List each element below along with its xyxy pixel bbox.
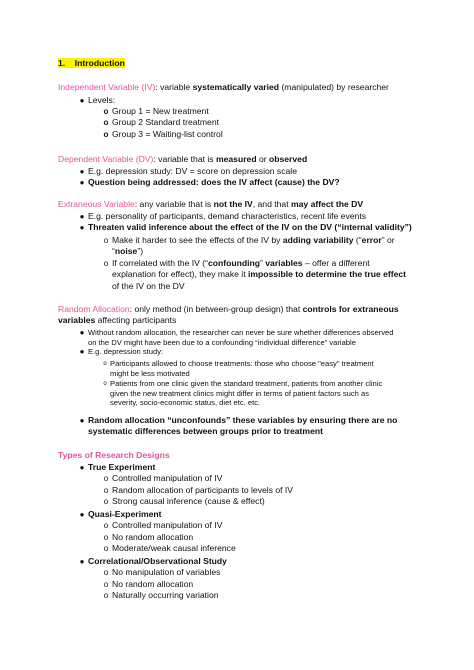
types-heading: Types of Research Designs — [58, 450, 170, 460]
list-item: o Group 3 = Waiting-list control — [103, 128, 223, 139]
list-item: o Participants allowed to choose treatments: those who choose "easy" treatment — [103, 359, 374, 368]
ra-definition: Random Allocation: only method (in between-group design) that controls for extraneous variables affecting participants — [58, 304, 399, 326]
design-true-experiment — [76, 462, 418, 508]
list-item: ● Quasi-Experiment — [79, 509, 162, 519]
list-item: o No manipulation of variables — [103, 567, 221, 578]
section-heading-introduction — [58, 58, 474, 69]
ra-bullet-3: ● Random allocation “unconfounds” these variables by ensuring there are no systematic differences between groups prior to treatment — [76, 415, 418, 438]
list-item: o Patients from one clinic given the standard treatment, patients from another clinic — [103, 378, 383, 388]
list-item: o Group 2 Standard treatment — [103, 117, 220, 128]
list-item: o Controlled manipulation of IV — [103, 473, 223, 484]
list-item: ● Random allocation “unconfounds” these variables by ensuring there are no — [79, 415, 398, 425]
list-item: o Group 1 = New treatment — [103, 106, 209, 116]
list-item: ● E.g. depression study: DV = score on depression scale — [79, 166, 297, 176]
heading-title: Introduction — [74, 58, 125, 68]
list-item: o If correlated with the IV (“confounding” variables – offer a different — [103, 257, 370, 268]
list-item: ● Threaten valid inference about the effect of the IV on the DV (“internal validity”) — [79, 222, 412, 233]
list-item: o Naturally occurring variation — [103, 590, 219, 601]
design-quasi-experiment — [76, 509, 418, 555]
ev-label: Extraneous Variable — [58, 199, 135, 209]
iv-definition: Independent Variable (IV): variable systematically varied (manipulated) by researcher — [58, 82, 389, 92]
ev-definition: Extraneous Variable: any variable that is not the IV, and that may affect the DV — [58, 199, 364, 209]
list-item: o Random allocation of participants to levels of IV — [103, 484, 294, 495]
list-item: o No random allocation — [103, 531, 194, 542]
dv-label: Dependent Variable (DV) — [58, 154, 154, 164]
iv-label: Independent Variable (IV) — [58, 82, 156, 92]
list-item: ● True Experiment — [79, 462, 156, 472]
ra-subbullets: o Participants allowed to choose treatments: those who choose "easy" treatment might be less motivated o Patients from one clinic given the standard treatment, patients from another clinic given the new treatment clinics might differ in terms of patient factors such as severity, socio-economic status, diet etc. etc. — [100, 359, 418, 408]
ra-bullet-1: ● Without random allocation, the researcher can never be sure whether differences observed on the DV might have been due to a confounding “individual difference” variable ● E.g. depression study: — [76, 328, 418, 357]
dv-definition: Dependent Variable (DV): variable that is measured or observed — [58, 154, 308, 164]
design-correlational — [76, 556, 418, 602]
list-item: o Moderate/weak causal inference — [103, 543, 236, 554]
list-item: ● Question being addressed: does the IV affect (cause) the DV? — [79, 177, 340, 188]
list-item: ● E.g. personality of participants, demand characteristics, recent life events — [79, 211, 367, 221]
ev-bullets — [76, 211, 474, 234]
ev-subbullets: o Make it harder to see the effects of the IV by adding variability (“error” or “noise”) o If correlated with the IV (“confounding” variables – offer a different explanation for effect), they make it impossible to determine the true effect of the IV on the DV — [100, 235, 418, 292]
ra-label: Random Allocation — [58, 304, 130, 314]
list-item: o No random allocation — [103, 578, 194, 589]
iv-levels-list — [100, 106, 474, 140]
list-item: o Controlled manipulation of IV — [103, 520, 223, 531]
list-item: o Make it harder to see the effects of the IV by adding variability (“error” or — [103, 235, 395, 245]
list-item: ● Without random allocation, the researcher can never be sure whether differences observed — [79, 328, 394, 337]
dv-bullets — [76, 166, 474, 189]
heading-number: 1. — [58, 58, 66, 68]
iv-levels-bullet: ● Levels: — [79, 95, 116, 105]
list-item: ● Correlational/Observational Study — [79, 556, 227, 566]
list-item: ● E.g. depression study: — [79, 347, 164, 357]
list-item: o Strong causal inference (cause & effect) — [103, 496, 265, 507]
